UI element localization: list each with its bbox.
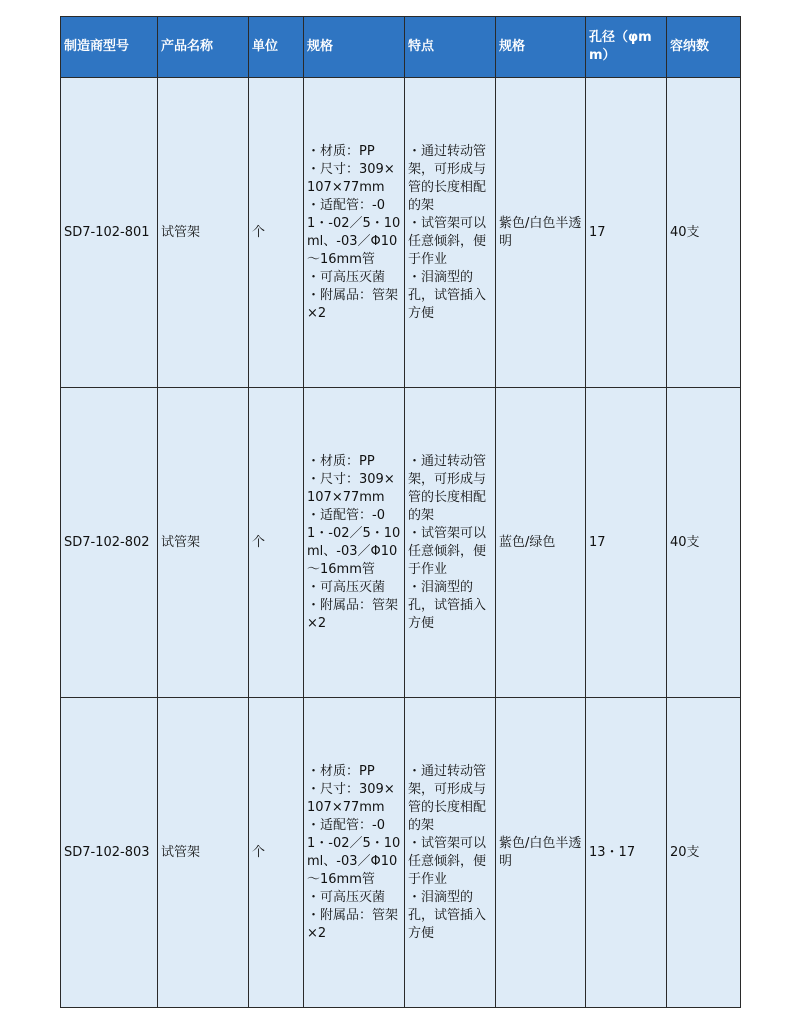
cell-product-name: 试管架 — [158, 388, 249, 698]
cell-color: 紫色/白色半透明 — [496, 698, 586, 1008]
header-unit: 单位 — [249, 17, 304, 78]
cell-spec: ・材质：PP ・尺寸：309×107×77mm ・适配管：-01・-02／5・10ml、-03／Φ10～16mm管 ・可高压灭菌 ・附属品：管架×2 — [304, 78, 405, 388]
cell-model: SD7-102-802 — [61, 388, 158, 698]
cell-capacity: 20支 — [667, 698, 741, 1008]
cell-model: SD7-102-801 — [61, 78, 158, 388]
cell-color: 紫色/白色半透明 — [496, 78, 586, 388]
header-spec: 规格 — [304, 17, 405, 78]
header-model: 制造商型号 — [61, 17, 158, 78]
table-row — [61, 78, 741, 388]
cell-unit: 个 — [249, 78, 304, 388]
cell-features: ・通过转动管架，可形成与管的长度相配的架 ・试管架可以任意倾斜，便于作业 ・泪滴型的孔，试管插入方便 — [405, 78, 496, 388]
cell-hole-diameter: 17 — [586, 388, 667, 698]
cell-spec: ・材质：PP ・尺寸：309×107×77mm ・适配管：-01・-02／5・10ml、-03／Φ10～16mm管 ・可高压灭菌 ・附属品：管架×2 — [304, 698, 405, 1008]
header-row — [61, 17, 741, 78]
cell-features: ・通过转动管架，可形成与管的长度相配的架 ・试管架可以任意倾斜，便于作业 ・泪滴型的孔，试管插入方便 — [405, 698, 496, 1008]
cell-unit: 个 — [249, 698, 304, 1008]
table-row — [61, 698, 741, 1008]
cell-model: SD7-102-803 — [61, 698, 158, 1008]
header-spec-color: 规格 — [496, 17, 586, 78]
header-features: 特点 — [405, 17, 496, 78]
cell-product-name: 试管架 — [158, 78, 249, 388]
cell-hole-diameter: 17 — [586, 78, 667, 388]
cell-capacity: 40支 — [667, 78, 741, 388]
header-hole-diameter: 孔径（φmm） — [586, 17, 667, 78]
cell-unit: 个 — [249, 388, 304, 698]
header-capacity: 容纳数 — [667, 17, 741, 78]
header-product-name: 产品名称 — [158, 17, 249, 78]
cell-hole-diameter: 13・17 — [586, 698, 667, 1008]
cell-capacity: 40支 — [667, 388, 741, 698]
cell-color: 蓝色/绿色 — [496, 388, 586, 698]
cell-spec: ・材质：PP ・尺寸：309×107×77mm ・适配管：-01・-02／5・10ml、-03／Φ10～16mm管 ・可高压灭菌 ・附属品：管架×2 — [304, 388, 405, 698]
cell-features: ・通过转动管架，可形成与管的长度相配的架 ・试管架可以任意倾斜，便于作业 ・泪滴型的孔，试管插入方便 — [405, 388, 496, 698]
cell-product-name: 试管架 — [158, 698, 249, 1008]
product-spec-table — [60, 16, 741, 1008]
table-row — [61, 388, 741, 698]
